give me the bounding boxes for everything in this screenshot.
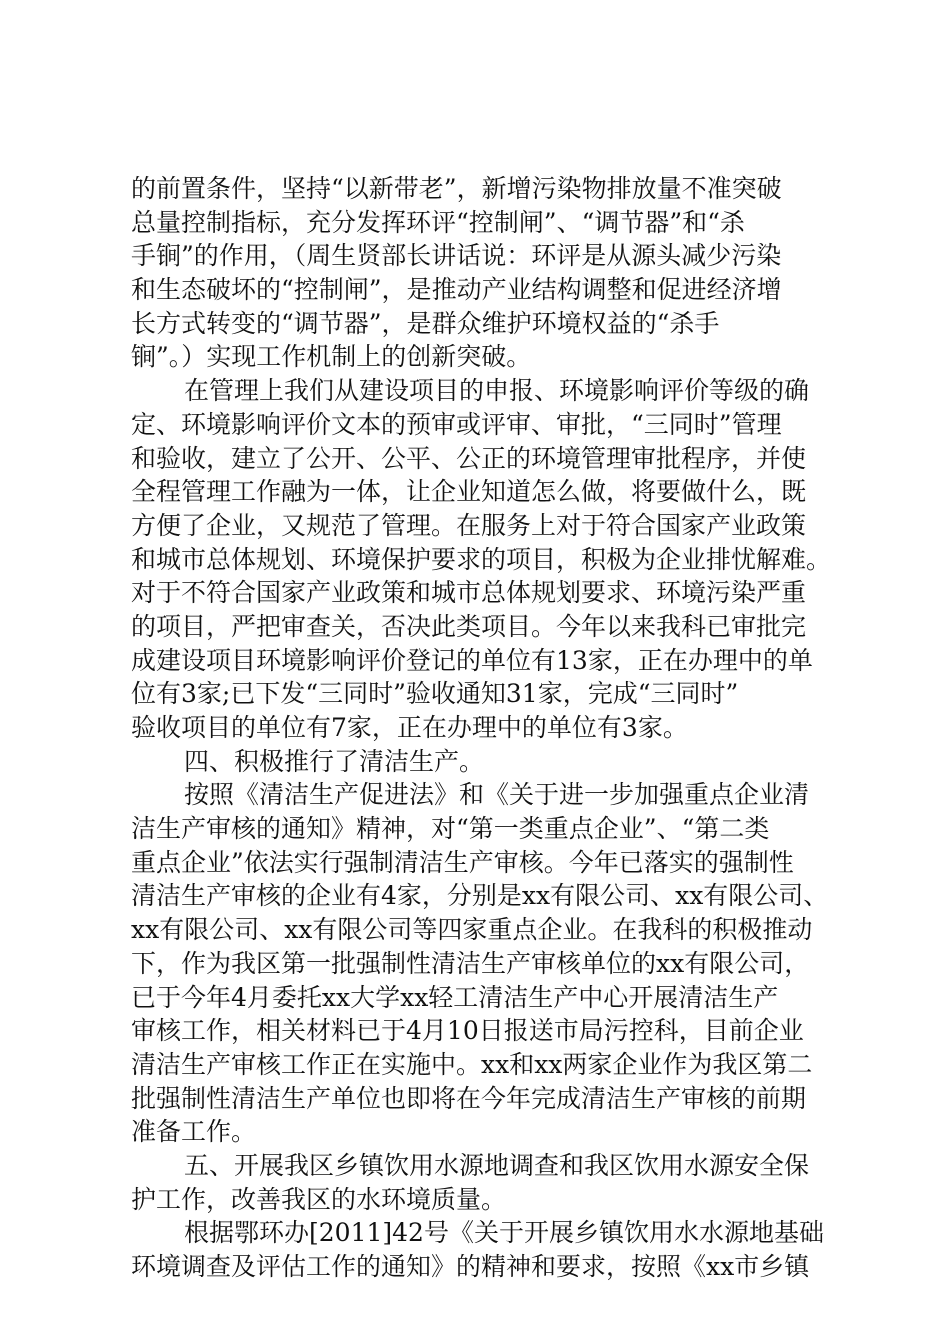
text-line: 锏”。）实现工作机制上的创新突破。 xyxy=(131,342,532,372)
text-line: 全程管理工作融为一体，让企业知道怎么做，将要做什么，既 xyxy=(131,477,807,507)
text-line: 的前置条件，坚持“以新带老”，新增污染物排放量不准突破 xyxy=(131,174,782,203)
text-line: 位有3家;已下发“三同时”验收通知31家，完成“三同时” xyxy=(131,679,739,709)
text-line: 和城市总体规划、环境保护要求的项目，积极为企业排忧解难。 xyxy=(131,544,832,574)
text-line: 在管理上我们从建设项目的申报、环境影响评价等级的确 xyxy=(184,376,810,406)
text-line: 和验收，建立了公开、公平、公正的环境管理审批程序，并使 xyxy=(131,443,807,473)
text-line: 方便了企业，又规范了管理。在服务上对于符合国家产业政策 xyxy=(131,510,807,540)
text-line: 环境调查及评估工作的通知》的精神和要求，按照《xx市乡镇 xyxy=(131,1252,810,1281)
text-line: 验收项目的单位有7家，正在办理中的单位有3家。 xyxy=(131,713,688,742)
document-body xyxy=(131,172,831,1284)
text-line: 清洁生产审核工作正在实施中。xx和xx两家企业作为我区第二 xyxy=(131,1049,813,1079)
text-line: 根据鄂环办[2011]42号《关于开展乡镇饮用水水源地基础 xyxy=(184,1218,824,1248)
text-line: 对于不符合国家产业政策和城市总体规划要求、环境污染严重 xyxy=(131,578,807,608)
text-line: 已于今年4月委托xx大学xx轻工清洁生产中心开展清洁生产 xyxy=(131,982,779,1012)
text-line: 洁生产审核的通知》精神，对“第一类重点企业”、“第二类 xyxy=(131,814,770,844)
text-line: 手锏”的作用，（周生贤部长讲话说：环评是从源头减少污染 xyxy=(131,241,782,271)
text-line: 五、开展我区乡镇饮用水源地调查和我区饮用水源安全保 xyxy=(184,1150,810,1180)
text-line: 清洁生产审核的企业有4家，分别是xx有限公司、xx有限公司、 xyxy=(131,881,829,911)
text-line: 护工作，改善我区的水环境质量。 xyxy=(131,1184,507,1214)
text-line: 按照《清洁生产促进法》和《关于进一步加强重点企业清 xyxy=(184,780,810,810)
text-line: 和生态破坏的“控制闸”，是推动产业结构调整和促进经济增 xyxy=(131,275,782,305)
text-line: 下，作为我区第一批强制性清洁生产审核单位的xx有限公司， xyxy=(131,948,810,978)
text-line: 批强制性清洁生产单位也即将在今年完成清洁生产审核的前期 xyxy=(131,1083,807,1113)
text-line: 四、积极推行了清洁生产。 xyxy=(184,746,485,776)
text-line: 准备工作。 xyxy=(131,1117,257,1147)
text-line: 审核工作，相关材料已于4月10日报送市局污控科，目前企业 xyxy=(131,1016,804,1046)
text-line: 总量控制指标，充分发挥环评“控制闸”、“调节器”和“杀 xyxy=(131,207,745,237)
text-line: xx有限公司、xx有限公司等四家重点企业。在我科的积极推动 xyxy=(131,915,813,945)
text-line: 重点企业”依法实行强制清洁生产审核。今年已落实的强制性 xyxy=(131,847,794,877)
text-line: 成建设项目环境影响评价登记的单位有13家，正在办理中的单 xyxy=(131,645,813,675)
text-line: 定、环境影响评价文本的预审或评审、审批，“三同时”管理 xyxy=(131,409,782,439)
text-line: 的项目，严把审查关，否决此类项目。今年以来我科已审批完 xyxy=(131,611,807,641)
text-line: 长方式转变的“调节器”，是群众维护环境权益的“杀手 xyxy=(131,308,720,338)
